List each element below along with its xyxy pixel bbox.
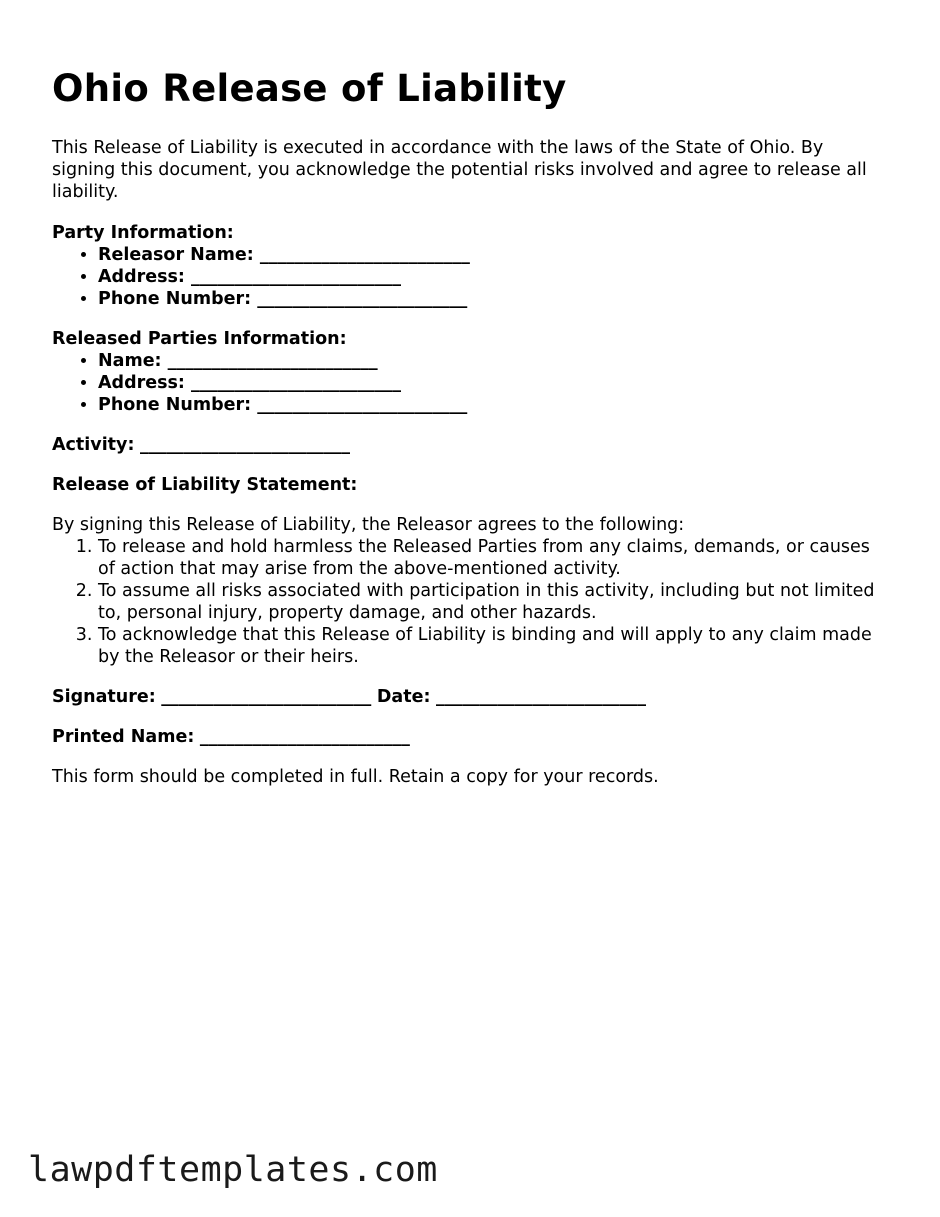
list-item: 1. To release and hold harmless the Released Parties from any claims, demands, or causes of action that may arise from the above-mentioned activity. xyxy=(98,536,892,580)
released-name-field[interactable]: ________________________ xyxy=(167,351,378,371)
terms-list xyxy=(52,536,892,668)
party-info-heading: Party Information: xyxy=(52,223,234,243)
signature-line xyxy=(52,686,892,708)
released-parties-heading: Released Parties Information: xyxy=(52,329,347,349)
released-address-label: Address: xyxy=(98,373,185,393)
date-label: Date: xyxy=(376,687,431,707)
activity-line xyxy=(52,434,892,456)
activity-label: Activity: xyxy=(52,435,135,455)
statement-heading: Release of Liability Statement: xyxy=(52,475,358,495)
releasor-address-label: Address: xyxy=(98,267,185,287)
list-item: 3. To acknowledge that this Release of Liability is binding and will apply to any claim made by the Releasor or their heirs. xyxy=(98,624,892,668)
list-item xyxy=(98,288,892,310)
releasor-phone-field[interactable]: ________________________ xyxy=(257,289,468,309)
printed-name-label: Printed Name: xyxy=(52,727,195,747)
signature-label: Signature: xyxy=(52,687,156,707)
printed-name-field[interactable]: ________________________ xyxy=(199,727,410,747)
releasor-phone-label: Phone Number: xyxy=(98,289,252,309)
signature-field[interactable]: ________________________ xyxy=(161,687,372,707)
released-phone-label: Phone Number: xyxy=(98,395,252,415)
list-item xyxy=(98,394,892,416)
statement-lead: By signing this Release of Liability, the Releasor agrees to the following: xyxy=(52,515,685,535)
list-item xyxy=(98,244,892,266)
released-address-field[interactable]: ________________________ xyxy=(191,373,402,393)
releasor-address-field[interactable]: ________________________ xyxy=(191,267,402,287)
released-parties-list xyxy=(52,350,892,416)
releasor-name-label: Releasor Name: xyxy=(98,245,254,265)
releasor-name-field[interactable]: ________________________ xyxy=(259,245,470,265)
date-field[interactable]: ________________________ xyxy=(436,687,647,707)
list-item xyxy=(98,350,892,372)
activity-field[interactable]: ________________________ xyxy=(140,435,351,455)
list-item xyxy=(98,266,892,288)
list-item: 2. To assume all risks associated with participation in this activity, including but not limited to, personal injury, property damage, and other hazards. xyxy=(98,580,892,624)
released-phone-field[interactable]: ________________________ xyxy=(257,395,468,415)
printed-name-line xyxy=(52,726,892,748)
document-title: Ohio Release of Liability xyxy=(52,67,567,110)
footer-note: This form should be completed in full. Retain a copy for your records. xyxy=(52,767,659,787)
document-page xyxy=(52,0,892,788)
watermark: lawpdftemplates.com xyxy=(28,1150,438,1190)
party-info-list xyxy=(52,244,892,310)
intro-paragraph: This Release of Liability is executed in accordance with the laws of the State of Ohio. By signing this document, you acknowledge the potential risks involved and agree to release all liability. xyxy=(52,138,867,202)
released-name-label: Name: xyxy=(98,351,162,371)
list-item xyxy=(98,372,892,394)
